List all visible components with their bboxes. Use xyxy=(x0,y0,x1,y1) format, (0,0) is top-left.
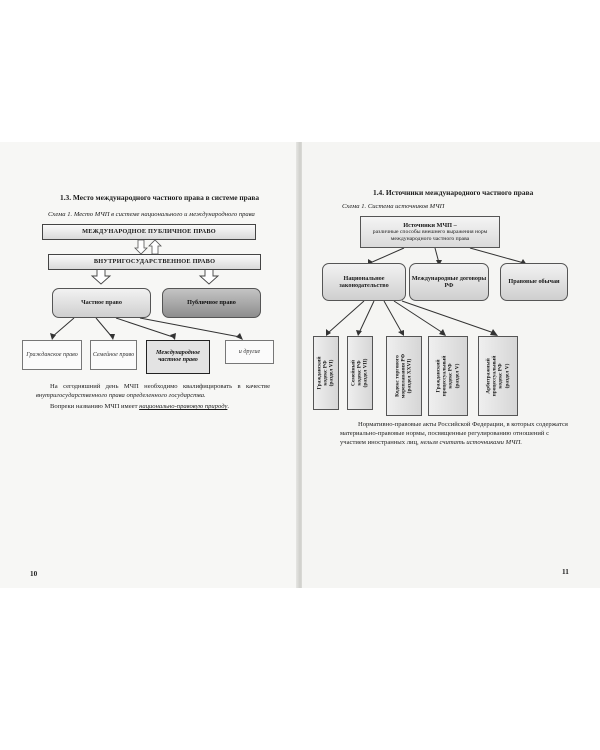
code-civil xyxy=(313,336,339,410)
code-arbitration-procedure xyxy=(478,336,518,416)
right-page-number: 11 xyxy=(562,568,569,576)
leaf-family-law: Семейное право xyxy=(90,340,137,370)
left-scheme-caption: Схема 1. Место МЧП в системе национального и международного права xyxy=(48,211,255,218)
code-civil-procedure xyxy=(428,336,468,416)
leaf-civil-law: Гражданское право xyxy=(22,340,82,370)
code-merchant-shipping xyxy=(386,336,422,416)
right-scheme-caption: Схема 1. Система источников МЧП xyxy=(342,203,445,210)
left-paragraph-2-text: Вопреки названию МЧП имеет xyxy=(50,403,140,410)
book-spread xyxy=(0,142,600,588)
code-family-label: Семейный кодекс РФ (раздел VII) xyxy=(350,358,370,388)
right-heading: 1.4. Источники международного частного права xyxy=(373,188,534,197)
left-paragraph-1-text: На сегодняшний день МЧП необходимо квалифицировать в качестве xyxy=(50,383,270,390)
left-page-number: 10 xyxy=(30,570,38,578)
sources-box-text: различные способы внешнего выражения норм международного частного права xyxy=(372,228,488,242)
left-page xyxy=(0,142,298,588)
leaf-others: и другие xyxy=(225,340,274,364)
code-family xyxy=(347,336,373,410)
right-paragraph xyxy=(340,420,568,448)
box-domestic-law: ВНУТРИГОСУДАРСТВЕННОЕ ПРАВО xyxy=(48,254,261,270)
right-paragraph-text: Нормативно-правовые акты Российской Федерации, в которых содержатся материально-правовые нормы, посвященные регулированию отношений с участием иностранных лиц, xyxy=(340,421,568,447)
left-paragraph-2-suffix: . xyxy=(227,403,230,410)
sources-of-pil-box xyxy=(360,216,500,248)
code-civil-procedure-label: Гражданский процессуальный кодекс РФ (раздел V) xyxy=(435,355,461,397)
left-paragraph-1-emphasis: внутригосударственного права определенного государства. xyxy=(36,392,206,400)
right-paragraph-emphasis: нельзя считать источниками МЧП. xyxy=(420,439,523,447)
node-legal-customs: Правовые обычаи xyxy=(500,263,568,301)
left-heading: 1.3. Место международного частного права в системе права xyxy=(60,193,260,202)
sources-box-title: Источники МЧП – xyxy=(403,221,457,229)
code-arbitration-procedure-label: Арбитражный процессуальный кодекс РФ (раздел V) xyxy=(485,355,511,397)
left-paragraph-1 xyxy=(36,382,270,400)
node-international-treaties: Международные договоры РФ xyxy=(409,263,489,301)
left-paragraph-2 xyxy=(36,402,270,411)
box-public-law: Публичное право xyxy=(162,288,261,318)
left-paragraph-2-emphasis: национально-правовую природу xyxy=(139,403,228,410)
box-international-public-law: МЕЖДУНАРОДНОЕ ПУБЛИЧНОЕ ПРАВО xyxy=(42,224,256,240)
box-private-law: Частное право xyxy=(52,288,151,318)
right-page xyxy=(302,142,600,588)
leaf-private-international-law: Международное частное право xyxy=(146,340,210,374)
code-merchant-shipping-label: Кодекс торгового мореплавания РФ (раздел XXVI) xyxy=(394,353,414,399)
node-national-legislation: Национальное законодательство xyxy=(322,263,406,301)
code-civil-label: Гражданский кодекс РФ (раздел VI) xyxy=(316,356,336,390)
